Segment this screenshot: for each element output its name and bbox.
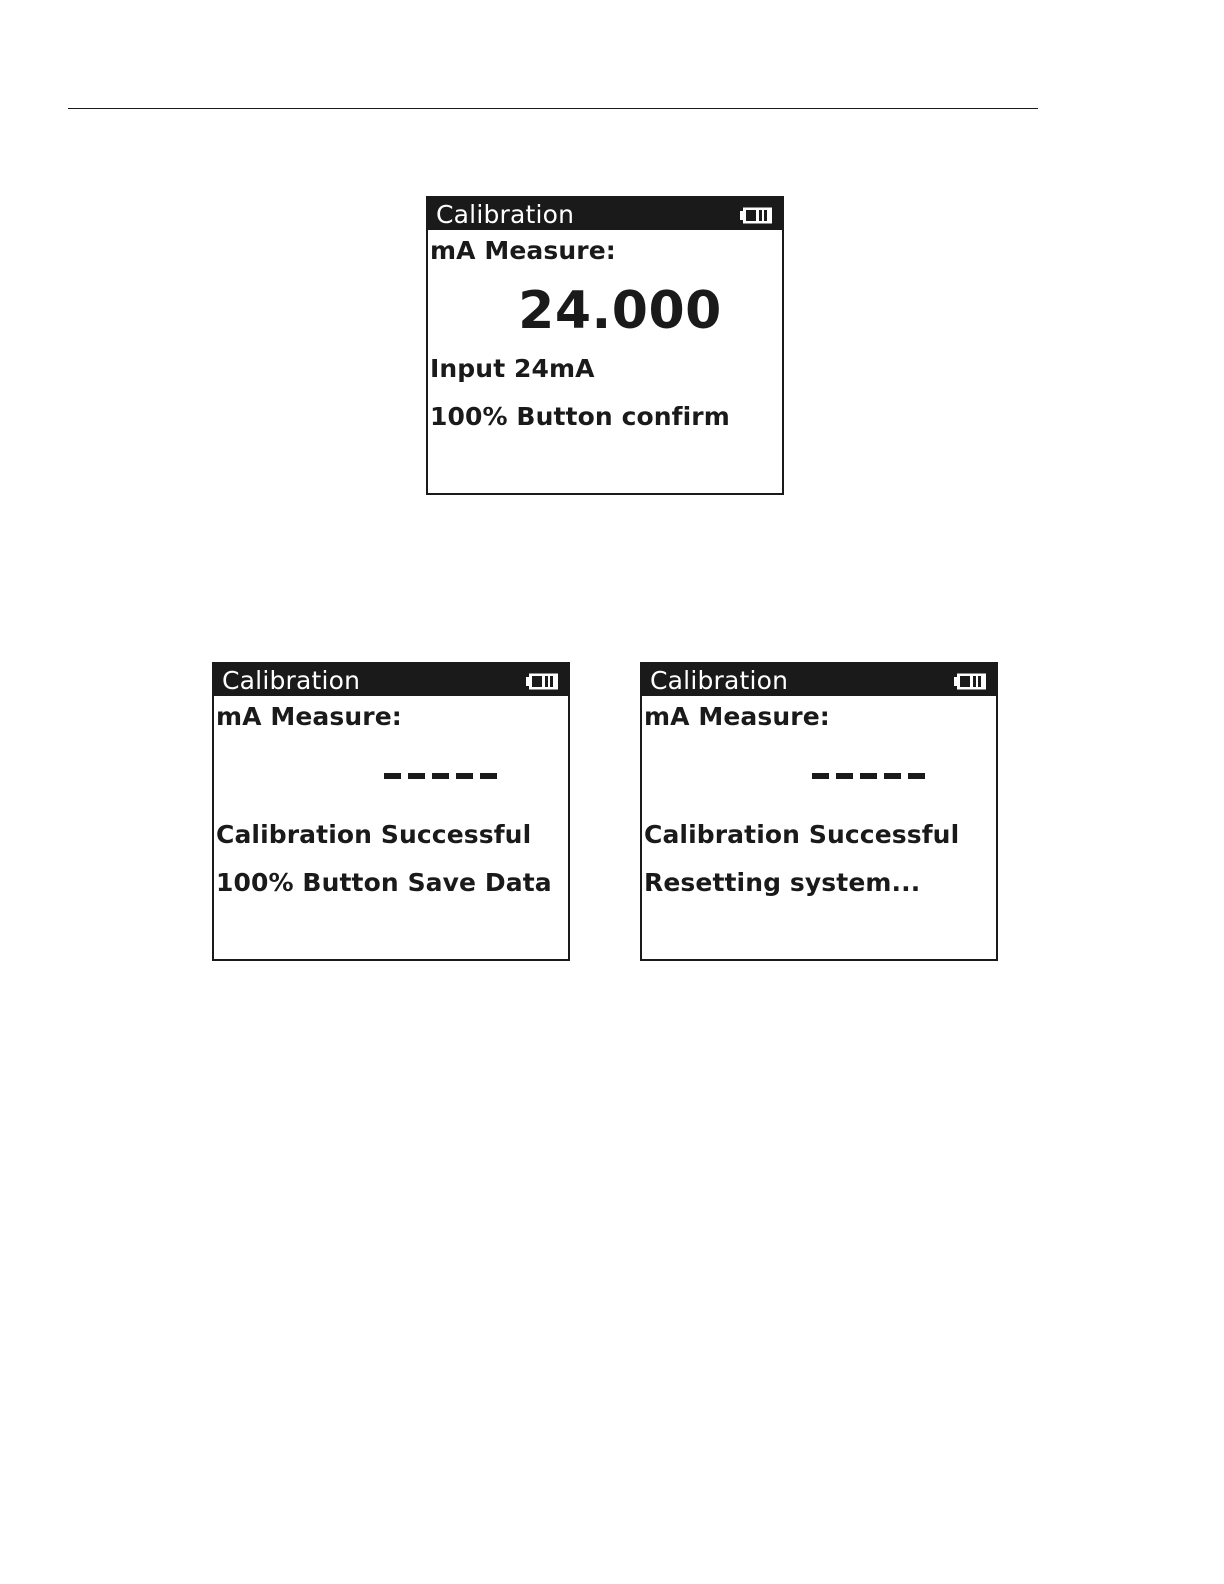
page-header-rule — [68, 108, 1038, 109]
status-message-1: Calibration Successful — [216, 820, 532, 849]
measure-label: mA Measure: — [216, 702, 402, 731]
dash — [884, 773, 901, 779]
screen-title-bar — [214, 664, 568, 696]
measure-value-placeholder — [812, 773, 925, 779]
screen-title: Calibration — [222, 666, 361, 695]
dash — [408, 773, 425, 779]
dash — [908, 773, 925, 779]
dash — [432, 773, 449, 779]
dash — [480, 773, 497, 779]
status-message-2: Resetting system... — [644, 868, 921, 897]
dash — [836, 773, 853, 779]
dash — [860, 773, 877, 779]
status-message-1: Input 24mA — [430, 354, 595, 383]
screen-title-bar — [642, 664, 996, 696]
battery-icon — [740, 207, 773, 224]
status-message-2: 100% Button Save Data — [216, 868, 552, 897]
dash — [384, 773, 401, 779]
status-message-2: 100% Button confirm — [430, 402, 730, 431]
device-screen-bottom-left — [212, 662, 570, 961]
screen-title-bar — [428, 198, 782, 230]
dash — [456, 773, 473, 779]
measure-label: mA Measure: — [644, 702, 830, 731]
measure-value-placeholder — [384, 773, 497, 779]
screen-title: Calibration — [650, 666, 789, 695]
status-message-1: Calibration Successful — [644, 820, 960, 849]
measure-label: mA Measure: — [430, 236, 616, 265]
measure-value: 24.000 — [518, 281, 722, 341]
battery-icon — [954, 673, 987, 690]
battery-icon — [526, 673, 559, 690]
screen-title: Calibration — [436, 200, 575, 229]
dash — [812, 773, 829, 779]
device-screen-bottom-right — [640, 662, 998, 961]
device-screen-top — [426, 196, 784, 495]
